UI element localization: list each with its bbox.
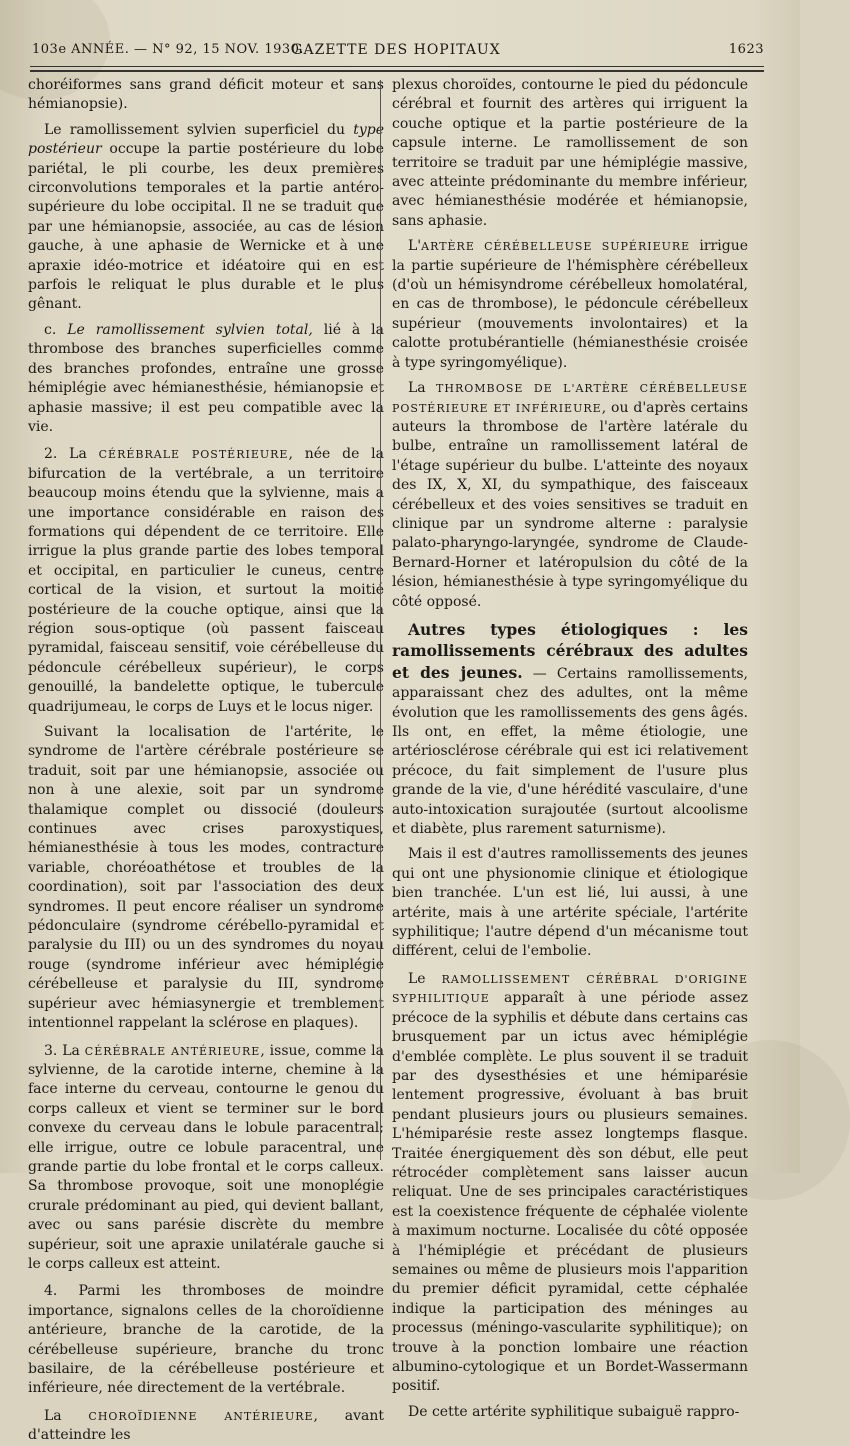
paragraph: 2. La CÉRÉBRALE POSTÉRIEURE, née de la bifurcation de la vertébrale, a un territoire beaucoup moins étendu que la sylvienne, mais a une importance considérable en raison des formations qui dépendent de ce territoire. Elle irrigue la plus grande partie des lobes temporal et occipital, en particulier le cuneus, centre cortical de la vision, et surtout la moitié postérieure de la couche optique, ainsi que la région sous-optique (où passent faisceau pyramidal, faisceau sensitif, voie cérébelleuse du pédoncule cérébelleux supérieur), le corps genouillé, la bandelette optique, le tubercule quadrijumeau, le corps de Luys et le locus niger. xyxy=(28,446,384,715)
journal-title: GAZETTE DES HOPITAUX xyxy=(291,42,501,58)
paragraph: Autres types étiologiques : les ramollissements cérébraux des adultes et des jeunes. — Certains ramollissements, apparaissant chez des adultes, ont la même évolution que les ramollissements des gens âgés. Ils ont, en effet, la même étiologie, une artériosclérose cérébrale qui est ici relativement précoce, du fait simplement de l'usure plus grande de la vie, d'une hérédité vasculaire, d'une auto-intoxication surajoutée (surtout alcoolisme et diabète, plus rarement saturnisme). xyxy=(392,619,749,838)
paragraph: 3. La CÉRÉBRALE ANTÉRIEURE, issue, comme la sylvienne, de la carotide interne, chemine à la face interne du cerveau, contourne le genou du corps calleux et vient se terminer sur le bord convexe du cerveau dans le lobule paracentral; elle irrigue, outre ce lobule paracentral, une grande partie du lobe frontal et le corps calleux. Sa thrombose provoque, soit une monoplégie crurale prédominant au pied, qui devient ballant, avec ou sans parésie discrète du membre supérieur, soit une apraxie unilatérale gauche si le corps calleux est atteint. xyxy=(28,1042,384,1272)
running-header xyxy=(28,40,764,62)
paragraph: La CHOROÏDIENNE ANTÉRIEURE, avant d'atteindre les xyxy=(28,1407,384,1444)
paragraph: c. Le ramollissement sylvien total, lié à la thrombose des branches superficielles comme des branches profondes, entraîne une grosse hémiplégie avec hémianesthésie, hémianopsie et aphasie massive; il est peu compatible avec la vie. xyxy=(28,321,384,435)
paragraph: Le RAMOLLISSEMENT CÉRÉBRAL D'ORIGINE SYPHILITIQUE apparaît à une période assez précoce de la syphilis et débute dans certains cas brusquement par un ictus avec hémiplégie d'emblée complète. Le plus souvent il se traduit par des dysesthésies et une hémiparésie lentement progressive, évoluant à bas bruit pendant plusieurs jours ou plusieurs semaines. L'hémiparésie reste assez longtemps flasque. Traitée énergiquement dès son début, elle peut rétrocéder complètement sans laisser aucun reliquat. Une de ses principales caractéristiques est la coexistence fréquente de céphalée violente à maximum nocturne. Localisée du côté opposée à l'hémiplégie et précédant de plusieurs semaines ou même de plusieurs mois l'apparition du premier déficit pyramidal, cette céphalée indique la participation des méninges au processus (méningo-vascularite syphilitique); on trouve à la ponction lombaire une réaction albumino-cytologique et un Bordet-Wassermann positif. xyxy=(392,970,748,1395)
paragraph: Suivant la localisation de l'artérite, le syndrome de l'artère cérébrale postérieure se traduit, soit par une hémianopsie, associée ou non à une alexie, soit par un syndrome thalamique complet ou dissocié (douleurs continues avec crises paroxystiques, hémianesthésie à tous les modes, contracture variable, choréoathétose et troubles de la coordination), soit par l'association des deux syndromes. Il peut encore réaliser un syndrome pédonculaire (syndrome cérébello-pyramidal et paralysie du III) ou un des syndromes du noyau rouge (syndrome inférieur avec hémiplégie cérébelleuse et paralysie du III, syndrome supérieur avec hémiasynergie et tremblement intentionnel rappelant la sclérose en plaques). xyxy=(28,724,384,1032)
paragraph: Mais il est d'autres ramollissements des jeunes qui ont une physionomie clinique et étiologique bien tranchée. L'un est lié, lui aussi, à une artérite, mais à une artérite spéciale, l'artérite syphilitique; l'autre dépend d'un mécanisme tout différent, celui de l'embolie. xyxy=(392,846,748,960)
page-number: 1623 xyxy=(728,42,764,57)
paragraph: L'ARTÈRE CÉRÉBELLEUSE SUPÉRIEURE irrigue la partie supérieure de l'hémisphère cérébelleux (d'où un hémisyndrome cérébelleux homolatéral, en cas de thrombose), le pédoncule cérébelleux supérieur (mouvements involontaires) et la calotte protubérantielle (hémianesthésie croisée à type syringomyélique). xyxy=(392,238,748,371)
header-rule xyxy=(30,66,764,67)
column-divider xyxy=(380,80,381,1160)
paragraph: Le ramollissement sylvien superficiel du type postérieur occupe la partie postérieure du lobe pariétal, le pli courbe, les deux premières circonvolutions temporales et la partie antéro-supérieure du lobe occipital. Il ne se traduit que par une hémianopsie, associée, au cas de lésion gauche, à une aphasie de Wernicke et à une apraxie idéo-motrice et idéatoire qui en est parfois le reliquat le plus durable et le plus gênant. xyxy=(28,121,384,313)
section-heading: Autres types étiologiques : les ramollissements cérébraux des adultes et des jeunes. xyxy=(392,619,748,682)
header-rule-thick xyxy=(30,70,764,72)
paragraph: plexus choroïdes, contourne le pied du pédoncule cérébral et fournit des artères qui irriguent la couche optique et la partie postérieure de la capsule interne. Le ramollissement de son territoire se traduit par une hémiplégie massive, avec atteinte prédominante du membre inférieur, avec hémianesthésie modérée et hémianopsie, sans aphasie. xyxy=(392,77,748,229)
issue-info: 103e ANNÉE. — N° 92, 15 NOV. 1930. xyxy=(32,42,305,57)
paragraph: 4. Parmi les thromboses de moindre importance, signalons celles de la choroïdienne antérieure, branche de la carotide, de la cérébelleuse supérieure, branche du tronc basilaire, de la cérébelleuse postérieure et inférieure, née directement de la vertébrale. xyxy=(28,1283,384,1397)
paragraph: La THROMBOSE DE L'ARTÈRE CÉRÉBELLEUSE POSTÉRIEURE ET INFÉRIEURE, ou d'après certains auteurs la thrombose de l'artère latérale du bulbe, entraîne un ramollissement latéral de l'étage supérieur du bulbe. L'atteinte des noyaux des IX, X, XI, du sympathique, des faisceaux cérébelleux et des voies sensitives se traduit en clinique par un syndrome alterne : paralysie palato-pharyngo-laryngée, syndrome de Claude-Bernard-Horner et latéropulsion du côté de la lésion, hémianesthésie à type syringomyélique du côté opposé. xyxy=(392,380,749,610)
right-column xyxy=(392,76,749,1420)
paragraph: choréiformes sans grand déficit moteur et sans hémianopsie). xyxy=(28,77,384,113)
paragraph: De cette artérite syphilitique subaiguë rappro- xyxy=(408,1403,740,1420)
left-column xyxy=(28,76,384,1444)
